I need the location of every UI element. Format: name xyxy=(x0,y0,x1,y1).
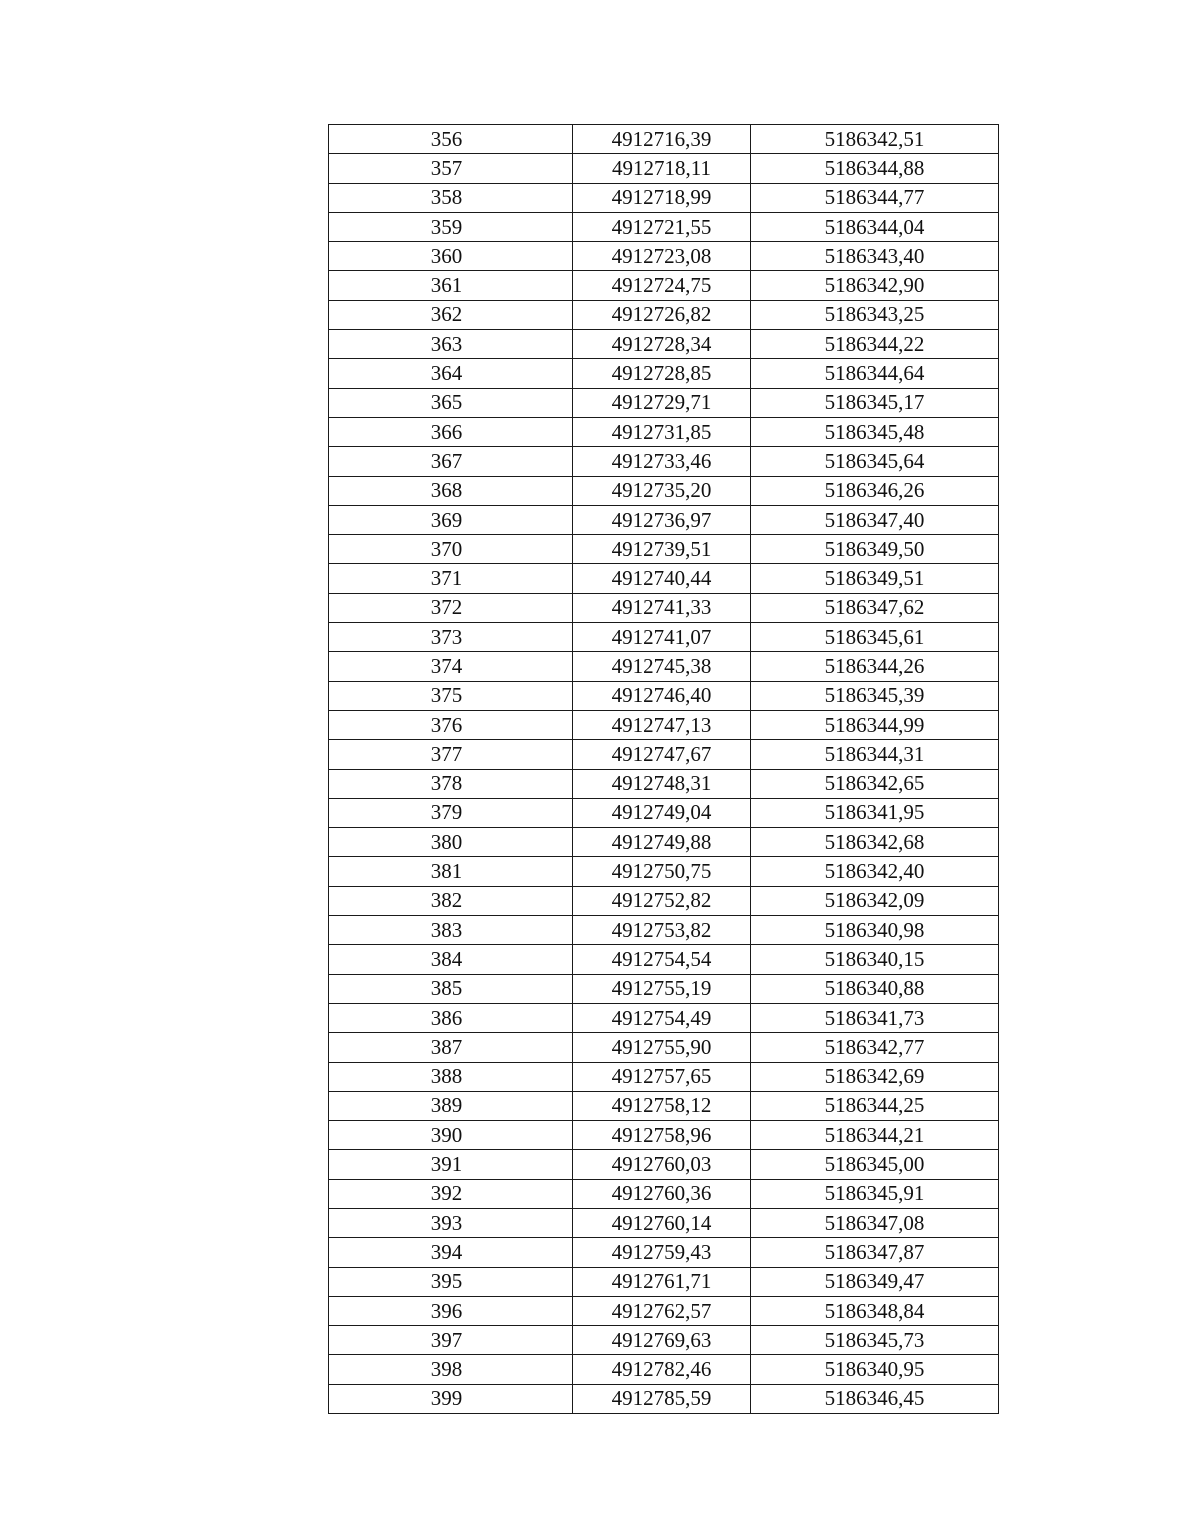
table-row xyxy=(329,242,999,271)
y-coordinate-cell: 5186344,25 xyxy=(751,1091,999,1120)
y-coordinate-cell: 5186347,87 xyxy=(751,1238,999,1267)
point-number-cell: 395 xyxy=(329,1267,573,1296)
y-coordinate-cell: 5186340,88 xyxy=(751,974,999,1003)
y-coordinate-cell: 5186344,88 xyxy=(751,154,999,183)
point-number-cell: 386 xyxy=(329,1003,573,1032)
y-coordinate-cell: 5186340,95 xyxy=(751,1355,999,1384)
y-coordinate-cell: 5186345,48 xyxy=(751,417,999,446)
point-number-cell: 393 xyxy=(329,1208,573,1237)
point-number-cell: 390 xyxy=(329,1121,573,1150)
y-coordinate-cell: 5186349,47 xyxy=(751,1267,999,1296)
x-coordinate-cell: 4912760,36 xyxy=(573,1179,751,1208)
y-coordinate-cell: 5186340,98 xyxy=(751,916,999,945)
y-coordinate-cell: 5186344,99 xyxy=(751,710,999,739)
y-coordinate-cell: 5186342,68 xyxy=(751,828,999,857)
x-coordinate-cell: 4912724,75 xyxy=(573,271,751,300)
point-number-cell: 364 xyxy=(329,359,573,388)
x-coordinate-cell: 4912731,85 xyxy=(573,417,751,446)
table-row xyxy=(329,1238,999,1267)
x-coordinate-cell: 4912716,39 xyxy=(573,125,751,154)
point-number-cell: 371 xyxy=(329,564,573,593)
table-row xyxy=(329,125,999,154)
point-number-cell: 376 xyxy=(329,710,573,739)
table-row xyxy=(329,652,999,681)
table-row xyxy=(329,1296,999,1325)
point-number-cell: 378 xyxy=(329,769,573,798)
x-coordinate-cell: 4912759,43 xyxy=(573,1238,751,1267)
point-number-cell: 363 xyxy=(329,330,573,359)
x-coordinate-cell: 4912726,82 xyxy=(573,300,751,329)
x-coordinate-cell: 4912747,13 xyxy=(573,710,751,739)
x-coordinate-cell: 4912761,71 xyxy=(573,1267,751,1296)
table-row xyxy=(329,1179,999,1208)
x-coordinate-cell: 4912753,82 xyxy=(573,916,751,945)
y-coordinate-cell: 5186344,22 xyxy=(751,330,999,359)
y-coordinate-cell: 5186346,45 xyxy=(751,1384,999,1413)
x-coordinate-cell: 4912754,54 xyxy=(573,945,751,974)
y-coordinate-cell: 5186347,08 xyxy=(751,1208,999,1237)
y-coordinate-cell: 5186342,40 xyxy=(751,857,999,886)
y-coordinate-cell: 5186342,69 xyxy=(751,1062,999,1091)
y-coordinate-cell: 5186345,73 xyxy=(751,1326,999,1355)
x-coordinate-cell: 4912721,55 xyxy=(573,212,751,241)
table-row xyxy=(329,710,999,739)
x-coordinate-cell: 4912748,31 xyxy=(573,769,751,798)
y-coordinate-cell: 5186342,51 xyxy=(751,125,999,154)
x-coordinate-cell: 4912758,12 xyxy=(573,1091,751,1120)
table-row xyxy=(329,447,999,476)
table-row xyxy=(329,623,999,652)
x-coordinate-cell: 4912745,38 xyxy=(573,652,751,681)
x-coordinate-cell: 4912755,90 xyxy=(573,1033,751,1062)
table-row xyxy=(329,1033,999,1062)
point-number-cell: 370 xyxy=(329,535,573,564)
x-coordinate-cell: 4912741,33 xyxy=(573,593,751,622)
x-coordinate-cell: 4912718,99 xyxy=(573,183,751,212)
y-coordinate-cell: 5186345,61 xyxy=(751,623,999,652)
x-coordinate-cell: 4912739,51 xyxy=(573,535,751,564)
x-coordinate-cell: 4912785,59 xyxy=(573,1384,751,1413)
point-number-cell: 368 xyxy=(329,476,573,505)
x-coordinate-cell: 4912736,97 xyxy=(573,505,751,534)
x-coordinate-cell: 4912718,11 xyxy=(573,154,751,183)
table-row xyxy=(329,330,999,359)
point-number-cell: 383 xyxy=(329,916,573,945)
point-number-cell: 389 xyxy=(329,1091,573,1120)
point-number-cell: 366 xyxy=(329,417,573,446)
y-coordinate-cell: 5186342,09 xyxy=(751,886,999,915)
point-number-cell: 375 xyxy=(329,681,573,710)
point-number-cell: 365 xyxy=(329,388,573,417)
x-coordinate-cell: 4912728,85 xyxy=(573,359,751,388)
x-coordinate-cell: 4912762,57 xyxy=(573,1296,751,1325)
y-coordinate-cell: 5186347,62 xyxy=(751,593,999,622)
table-row xyxy=(329,505,999,534)
y-coordinate-cell: 5186349,51 xyxy=(751,564,999,593)
x-coordinate-cell: 4912723,08 xyxy=(573,242,751,271)
table-row xyxy=(329,564,999,593)
y-coordinate-cell: 5186344,77 xyxy=(751,183,999,212)
table-row xyxy=(329,271,999,300)
table-row xyxy=(329,1150,999,1179)
point-number-cell: 392 xyxy=(329,1179,573,1208)
x-coordinate-cell: 4912782,46 xyxy=(573,1355,751,1384)
table-row xyxy=(329,1267,999,1296)
point-number-cell: 387 xyxy=(329,1033,573,1062)
x-coordinate-cell: 4912735,20 xyxy=(573,476,751,505)
coordinates-table xyxy=(328,124,999,1414)
point-number-cell: 358 xyxy=(329,183,573,212)
x-coordinate-cell: 4912740,44 xyxy=(573,564,751,593)
table-row xyxy=(329,1384,999,1413)
table-row xyxy=(329,417,999,446)
y-coordinate-cell: 5186341,73 xyxy=(751,1003,999,1032)
y-coordinate-cell: 5186343,25 xyxy=(751,300,999,329)
x-coordinate-cell: 4912749,04 xyxy=(573,798,751,827)
point-number-cell: 373 xyxy=(329,623,573,652)
y-coordinate-cell: 5186347,40 xyxy=(751,505,999,534)
y-coordinate-cell: 5186344,26 xyxy=(751,652,999,681)
point-number-cell: 369 xyxy=(329,505,573,534)
table-row xyxy=(329,183,999,212)
point-number-cell: 362 xyxy=(329,300,573,329)
y-coordinate-cell: 5186340,15 xyxy=(751,945,999,974)
table-row xyxy=(329,828,999,857)
table-row xyxy=(329,974,999,1003)
point-number-cell: 384 xyxy=(329,945,573,974)
point-number-cell: 359 xyxy=(329,212,573,241)
table-row xyxy=(329,1121,999,1150)
y-coordinate-cell: 5186342,77 xyxy=(751,1033,999,1062)
point-number-cell: 385 xyxy=(329,974,573,1003)
table-row xyxy=(329,1208,999,1237)
x-coordinate-cell: 4912752,82 xyxy=(573,886,751,915)
x-coordinate-cell: 4912750,75 xyxy=(573,857,751,886)
x-coordinate-cell: 4912733,46 xyxy=(573,447,751,476)
x-coordinate-cell: 4912754,49 xyxy=(573,1003,751,1032)
table-row xyxy=(329,212,999,241)
table-row xyxy=(329,1355,999,1384)
table-row xyxy=(329,359,999,388)
point-number-cell: 397 xyxy=(329,1326,573,1355)
table-row xyxy=(329,154,999,183)
x-coordinate-cell: 4912746,40 xyxy=(573,681,751,710)
table-row xyxy=(329,681,999,710)
x-coordinate-cell: 4912749,88 xyxy=(573,828,751,857)
x-coordinate-cell: 4912757,65 xyxy=(573,1062,751,1091)
y-coordinate-cell: 5186342,65 xyxy=(751,769,999,798)
point-number-cell: 374 xyxy=(329,652,573,681)
point-number-cell: 382 xyxy=(329,886,573,915)
x-coordinate-cell: 4912747,67 xyxy=(573,740,751,769)
y-coordinate-cell: 5186349,50 xyxy=(751,535,999,564)
point-number-cell: 356 xyxy=(329,125,573,154)
point-number-cell: 380 xyxy=(329,828,573,857)
table-row xyxy=(329,1326,999,1355)
y-coordinate-cell: 5186345,64 xyxy=(751,447,999,476)
x-coordinate-cell: 4912758,96 xyxy=(573,1121,751,1150)
table-row xyxy=(329,476,999,505)
x-coordinate-cell: 4912769,63 xyxy=(573,1326,751,1355)
point-number-cell: 377 xyxy=(329,740,573,769)
y-coordinate-cell: 5186344,31 xyxy=(751,740,999,769)
point-number-cell: 379 xyxy=(329,798,573,827)
y-coordinate-cell: 5186345,17 xyxy=(751,388,999,417)
y-coordinate-cell: 5186345,39 xyxy=(751,681,999,710)
table-row xyxy=(329,1003,999,1032)
table-row xyxy=(329,1091,999,1120)
point-number-cell: 372 xyxy=(329,593,573,622)
table-row xyxy=(329,945,999,974)
x-coordinate-cell: 4912755,19 xyxy=(573,974,751,1003)
table-row xyxy=(329,1062,999,1091)
point-number-cell: 398 xyxy=(329,1355,573,1384)
table-row xyxy=(329,916,999,945)
point-number-cell: 396 xyxy=(329,1296,573,1325)
y-coordinate-cell: 5186344,21 xyxy=(751,1121,999,1150)
table-row xyxy=(329,769,999,798)
x-coordinate-cell: 4912728,34 xyxy=(573,330,751,359)
y-coordinate-cell: 5186348,84 xyxy=(751,1296,999,1325)
y-coordinate-cell: 5186344,64 xyxy=(751,359,999,388)
table-row xyxy=(329,300,999,329)
table-row xyxy=(329,740,999,769)
point-number-cell: 361 xyxy=(329,271,573,300)
y-coordinate-cell: 5186345,00 xyxy=(751,1150,999,1179)
x-coordinate-cell: 4912741,07 xyxy=(573,623,751,652)
y-coordinate-cell: 5186342,90 xyxy=(751,271,999,300)
table-row xyxy=(329,886,999,915)
y-coordinate-cell: 5186343,40 xyxy=(751,242,999,271)
coordinates-table-body xyxy=(329,125,999,1414)
table-row xyxy=(329,593,999,622)
point-number-cell: 399 xyxy=(329,1384,573,1413)
point-number-cell: 360 xyxy=(329,242,573,271)
x-coordinate-cell: 4912760,03 xyxy=(573,1150,751,1179)
x-coordinate-cell: 4912729,71 xyxy=(573,388,751,417)
point-number-cell: 388 xyxy=(329,1062,573,1091)
point-number-cell: 381 xyxy=(329,857,573,886)
point-number-cell: 391 xyxy=(329,1150,573,1179)
table-row xyxy=(329,857,999,886)
y-coordinate-cell: 5186346,26 xyxy=(751,476,999,505)
point-number-cell: 367 xyxy=(329,447,573,476)
y-coordinate-cell: 5186345,91 xyxy=(751,1179,999,1208)
y-coordinate-cell: 5186344,04 xyxy=(751,212,999,241)
table-row xyxy=(329,388,999,417)
y-coordinate-cell: 5186341,95 xyxy=(751,798,999,827)
table-row xyxy=(329,798,999,827)
point-number-cell: 394 xyxy=(329,1238,573,1267)
x-coordinate-cell: 4912760,14 xyxy=(573,1208,751,1237)
table-row xyxy=(329,535,999,564)
point-number-cell: 357 xyxy=(329,154,573,183)
